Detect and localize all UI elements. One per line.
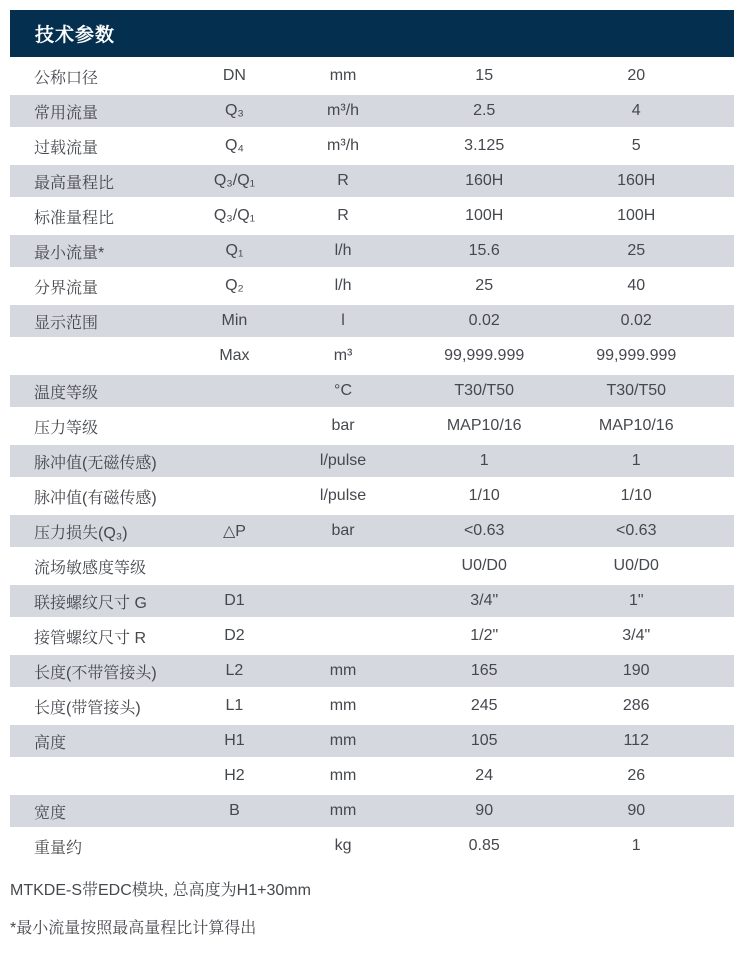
param-symbol: H2 <box>224 767 245 784</box>
value-dn15: 1/2" <box>470 627 499 644</box>
table-row <box>10 375 734 407</box>
value-dn20: 160H <box>617 172 656 189</box>
param-label: 公称口径 <box>34 69 99 87</box>
value-dn20: 1 <box>631 837 641 854</box>
param-label: 宽度 <box>34 804 67 822</box>
param-unit: m³/h <box>327 137 360 154</box>
value-dn15: 24 <box>475 767 494 784</box>
value-dn15: 245 <box>470 697 498 714</box>
param-label: 接管螺纹尺寸 R <box>34 629 147 647</box>
table-row <box>10 655 734 687</box>
param-label: 温度等级 <box>34 384 99 402</box>
table-row <box>10 340 734 372</box>
value-dn20: T30/T50 <box>606 382 667 399</box>
value-dn15: 0.02 <box>468 312 500 329</box>
param-unit: l/h <box>334 277 352 294</box>
param-label: 长度(带管接头) <box>34 699 141 717</box>
param-label: 长度(不带管接头) <box>34 664 157 682</box>
param-unit: l/pulse <box>319 452 367 469</box>
table-row <box>10 165 734 197</box>
param-label: 压力等级 <box>34 419 99 437</box>
value-dn15: 90 <box>475 802 494 819</box>
value-dn20: U0/D0 <box>613 557 659 574</box>
value-dn15: 3.125 <box>464 137 505 154</box>
param-unit: kg <box>334 837 352 854</box>
param-label: 最高量程比 <box>34 174 115 192</box>
param-label: 显示范围 <box>34 314 99 332</box>
value-dn15: 0.85 <box>468 837 500 854</box>
table-row <box>10 725 734 757</box>
param-label: 联接螺纹尺寸 G <box>34 594 147 612</box>
param-symbol: Q₁ <box>225 242 244 259</box>
value-dn15: 3/4" <box>470 592 499 609</box>
param-unit: l/pulse <box>319 487 367 504</box>
table-row <box>10 445 734 477</box>
value-dn20: 90 <box>627 802 646 819</box>
param-symbol: Q₂ <box>225 277 244 294</box>
table-row <box>10 690 734 722</box>
value-dn20: 190 <box>622 662 650 679</box>
value-dn15: T30/T50 <box>454 382 514 399</box>
param-unit: R <box>337 172 349 189</box>
param-symbol: Max <box>219 347 250 364</box>
param-unit: m³/h <box>327 102 360 119</box>
value-dn20: 5 <box>631 137 641 154</box>
param-symbol: D2 <box>224 627 245 644</box>
table-row <box>10 480 734 512</box>
param-symbol: DN <box>222 67 246 84</box>
value-dn15: 160H <box>465 172 504 189</box>
table-row <box>10 760 734 792</box>
value-dn20: 25 <box>627 242 646 259</box>
param-label: 分界流量 <box>34 279 99 297</box>
param-unit: °C <box>334 382 352 399</box>
value-dn20: 1 <box>631 452 641 469</box>
value-dn15: 15 <box>475 67 494 84</box>
table-row <box>10 95 734 127</box>
value-dn15: 1 <box>479 452 489 469</box>
param-symbol: H1 <box>224 732 245 749</box>
value-dn20: 4 <box>631 102 641 119</box>
param-symbol: Min <box>221 312 248 329</box>
table-row <box>10 270 734 302</box>
param-unit: l/h <box>334 242 352 259</box>
value-dn20: 26 <box>627 767 646 784</box>
table-row <box>10 795 734 827</box>
param-label: 最小流量* <box>34 244 105 262</box>
value-dn20: 286 <box>622 697 650 714</box>
param-symbol: △P <box>222 523 246 540</box>
value-dn20: <0.63 <box>615 522 657 539</box>
note-min-flow: *最小流量按照最高量程比计算得出 <box>10 920 257 937</box>
section-title: 技术参数 <box>35 25 116 46</box>
table-row <box>10 235 734 267</box>
value-dn15: U0/D0 <box>461 557 507 574</box>
param-symbol: Q₃/Q₁ <box>213 172 256 189</box>
param-symbol: L2 <box>225 662 244 679</box>
value-dn20: 40 <box>627 277 646 294</box>
value-dn20: 112 <box>623 732 649 749</box>
param-label: 脉冲值(无磁传感) <box>34 454 157 472</box>
table-row <box>10 200 734 232</box>
param-label: 高度 <box>34 734 67 752</box>
param-symbol: D1 <box>224 592 245 609</box>
param-symbol: B <box>229 802 240 819</box>
value-dn20: 1/10 <box>620 487 652 504</box>
value-dn20: 100H <box>617 207 656 224</box>
param-symbol: Q₄ <box>224 137 244 154</box>
param-label: 标准量程比 <box>34 209 115 227</box>
section-header <box>10 10 734 57</box>
value-dn15: 100H <box>465 207 504 224</box>
param-label: 压力损失(Q₃) <box>34 524 128 542</box>
table-row <box>10 130 734 162</box>
param-unit: mm <box>329 662 357 679</box>
param-label: 常用流量 <box>34 104 99 122</box>
param-label: 脉冲值(有磁传感) <box>34 489 157 507</box>
param-unit: mm <box>329 767 357 784</box>
param-unit: mm <box>329 67 357 84</box>
value-dn15: <0.63 <box>463 522 505 539</box>
param-label: 流场敏感度等级 <box>34 559 147 577</box>
table-row <box>10 620 734 652</box>
value-dn15: 25 <box>475 277 494 294</box>
note-edc-module: MTKDE-S带EDC模块, 总高度为H1+30mm <box>10 882 311 899</box>
value-dn20: 99,999.999 <box>596 347 677 364</box>
table-row <box>10 585 734 617</box>
table-row <box>10 305 734 337</box>
value-dn20: MAP10/16 <box>598 417 674 434</box>
param-symbol: Q₃ <box>224 102 244 119</box>
table-row <box>10 550 734 582</box>
value-dn20: 20 <box>627 67 646 84</box>
param-unit: mm <box>329 732 357 749</box>
param-symbol: L1 <box>225 697 244 714</box>
value-dn15: 1/10 <box>468 487 500 504</box>
value-dn15: 2.5 <box>473 102 496 119</box>
value-dn20: 0.02 <box>620 312 652 329</box>
value-dn15: 165 <box>470 662 498 679</box>
param-label: 过载流量 <box>34 139 99 157</box>
table-row <box>10 60 734 92</box>
param-unit: mm <box>329 697 357 714</box>
param-label: 重量约 <box>34 839 83 857</box>
table-row <box>10 830 734 862</box>
value-dn15: 99,999.999 <box>444 347 525 364</box>
param-unit: mm <box>329 802 357 819</box>
param-unit: R <box>337 207 349 224</box>
value-dn15: 105 <box>470 732 498 749</box>
table-row <box>10 410 734 442</box>
value-dn15: MAP10/16 <box>446 417 522 434</box>
value-dn20: 3/4" <box>622 627 651 644</box>
param-unit: bar <box>331 417 355 434</box>
value-dn20: 1" <box>628 592 644 609</box>
spec-table <box>10 60 734 862</box>
param-symbol: Q₃/Q₁ <box>213 207 256 224</box>
param-unit: l <box>341 312 345 329</box>
param-unit: m³ <box>333 347 353 364</box>
table-row <box>10 515 734 547</box>
param-unit: bar <box>331 522 355 539</box>
value-dn15: 15.6 <box>468 242 500 259</box>
